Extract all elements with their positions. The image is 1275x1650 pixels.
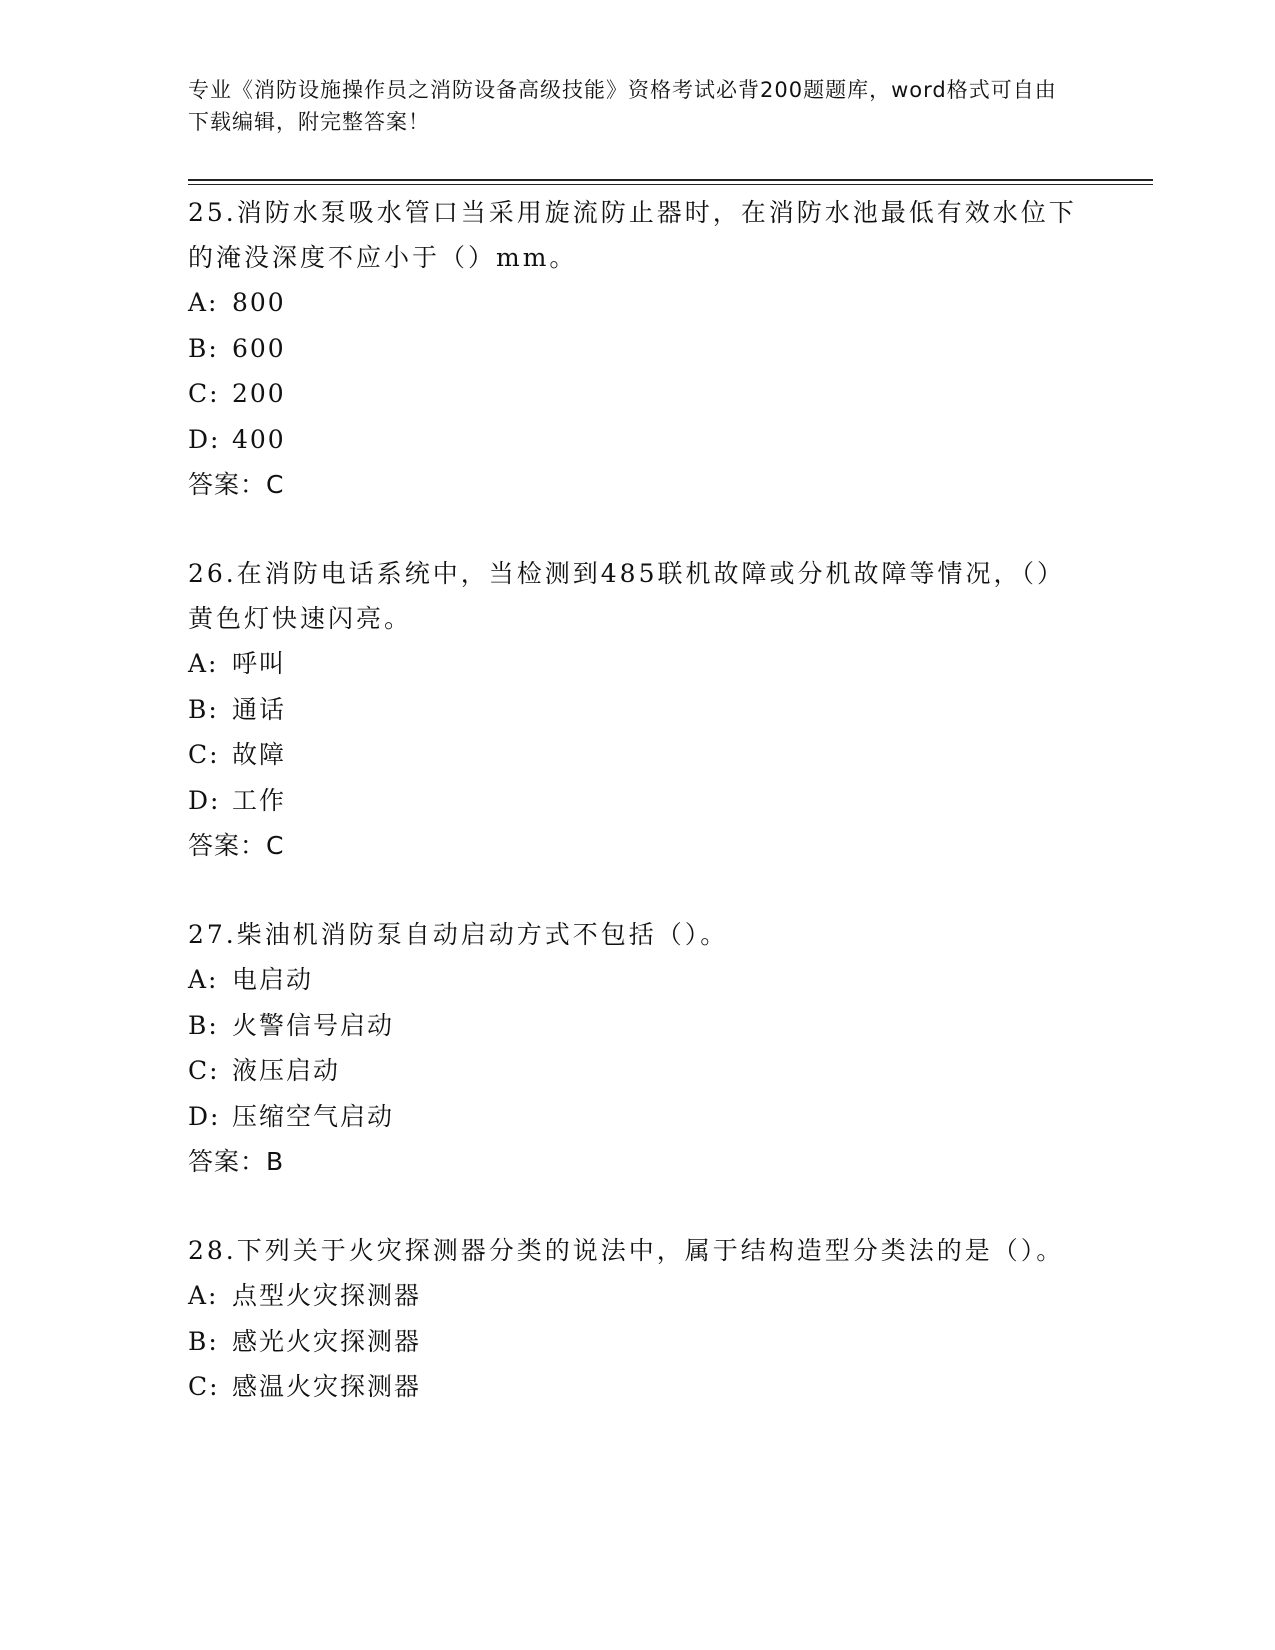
option-letter: A:: [188, 649, 219, 678]
question-spacer: [188, 1184, 1088, 1228]
question-text: 25.消防水泵吸水管口当采用旋流防止器时，在消防水池最低有效水位下的淹没深度不应小于（）mm。: [188, 198, 1077, 272]
option-letter: A:: [188, 965, 219, 994]
option-a: [188, 280, 1088, 326]
option-text: 点型火灾探测器: [232, 1281, 422, 1310]
option-letter: B:: [188, 333, 219, 363]
option-a: [188, 1273, 1088, 1319]
option-text: 呼叫: [232, 649, 287, 678]
option-letter: C:: [188, 740, 220, 769]
option-letter: D:: [188, 785, 221, 815]
answer-label: 答案：C: [188, 831, 285, 860]
header-divider-thick: [188, 179, 1153, 181]
answer-label: 答案：C: [188, 470, 285, 499]
option-text: 通话: [232, 694, 287, 724]
option-text: 压缩空气启动: [232, 1101, 395, 1131]
option-text: 故障: [232, 740, 287, 769]
option-c: [188, 1364, 1088, 1410]
question-25: [188, 190, 1088, 507]
document-header: 专业《消防设施操作员之消防设备高级技能》资格考试必背200题题库，word格式可自由下载编辑，附完整答案！: [188, 78, 1057, 134]
option-b: [188, 326, 1088, 372]
question-text: 26.在消防电话系统中，当检测到485联机故障或分机故障等情况，（）黄色灯快速闪亮。: [188, 559, 1065, 633]
option-letter: D:: [188, 424, 221, 454]
option-text: 感光火灾探测器: [232, 1326, 422, 1356]
option-text: 液压启动: [232, 1056, 341, 1085]
option-letter: B:: [188, 694, 219, 724]
question-text: 27.柴油机消防泵自动启动方式不包括（）。: [188, 920, 729, 949]
option-b: [188, 1319, 1088, 1365]
question-26: [188, 551, 1088, 868]
option-c: [188, 1048, 1088, 1094]
question-spacer: [188, 868, 1088, 912]
question-28: [188, 1228, 1088, 1410]
option-c: [188, 371, 1088, 417]
header-divider-thin: [188, 184, 1153, 185]
option-c: [188, 732, 1088, 778]
question-spacer: [188, 507, 1088, 551]
option-d: [188, 417, 1088, 463]
option-b: [188, 1003, 1088, 1049]
option-text: 200: [232, 379, 286, 408]
option-letter: C:: [188, 1372, 220, 1401]
option-letter: A:: [188, 1281, 219, 1310]
question-list: [188, 190, 1088, 1410]
option-letter: C:: [188, 379, 220, 408]
option-letter: C:: [188, 1056, 220, 1085]
option-a: [188, 957, 1088, 1003]
option-text: 800: [232, 288, 286, 317]
option-text: 电启动: [232, 965, 314, 994]
option-d: [188, 778, 1088, 824]
option-text: 工作: [232, 785, 287, 815]
option-letter: B:: [188, 1010, 219, 1040]
answer-label: 答案：B: [188, 1147, 285, 1176]
option-text: 400: [232, 424, 286, 454]
option-text: 600: [232, 333, 286, 363]
option-letter: A:: [188, 288, 219, 317]
option-letter: D:: [188, 1101, 221, 1131]
question-27: [188, 912, 1088, 1184]
option-b: [188, 687, 1088, 733]
option-text: 感温火灾探测器: [232, 1372, 422, 1401]
option-a: [188, 641, 1088, 687]
option-d: [188, 1094, 1088, 1140]
option-letter: B:: [188, 1326, 219, 1356]
option-text: 火警信号启动: [232, 1010, 395, 1040]
question-text: 28.下列关于火灾探测器分类的说法中，属于结构造型分类法的是（）。: [188, 1236, 1065, 1265]
